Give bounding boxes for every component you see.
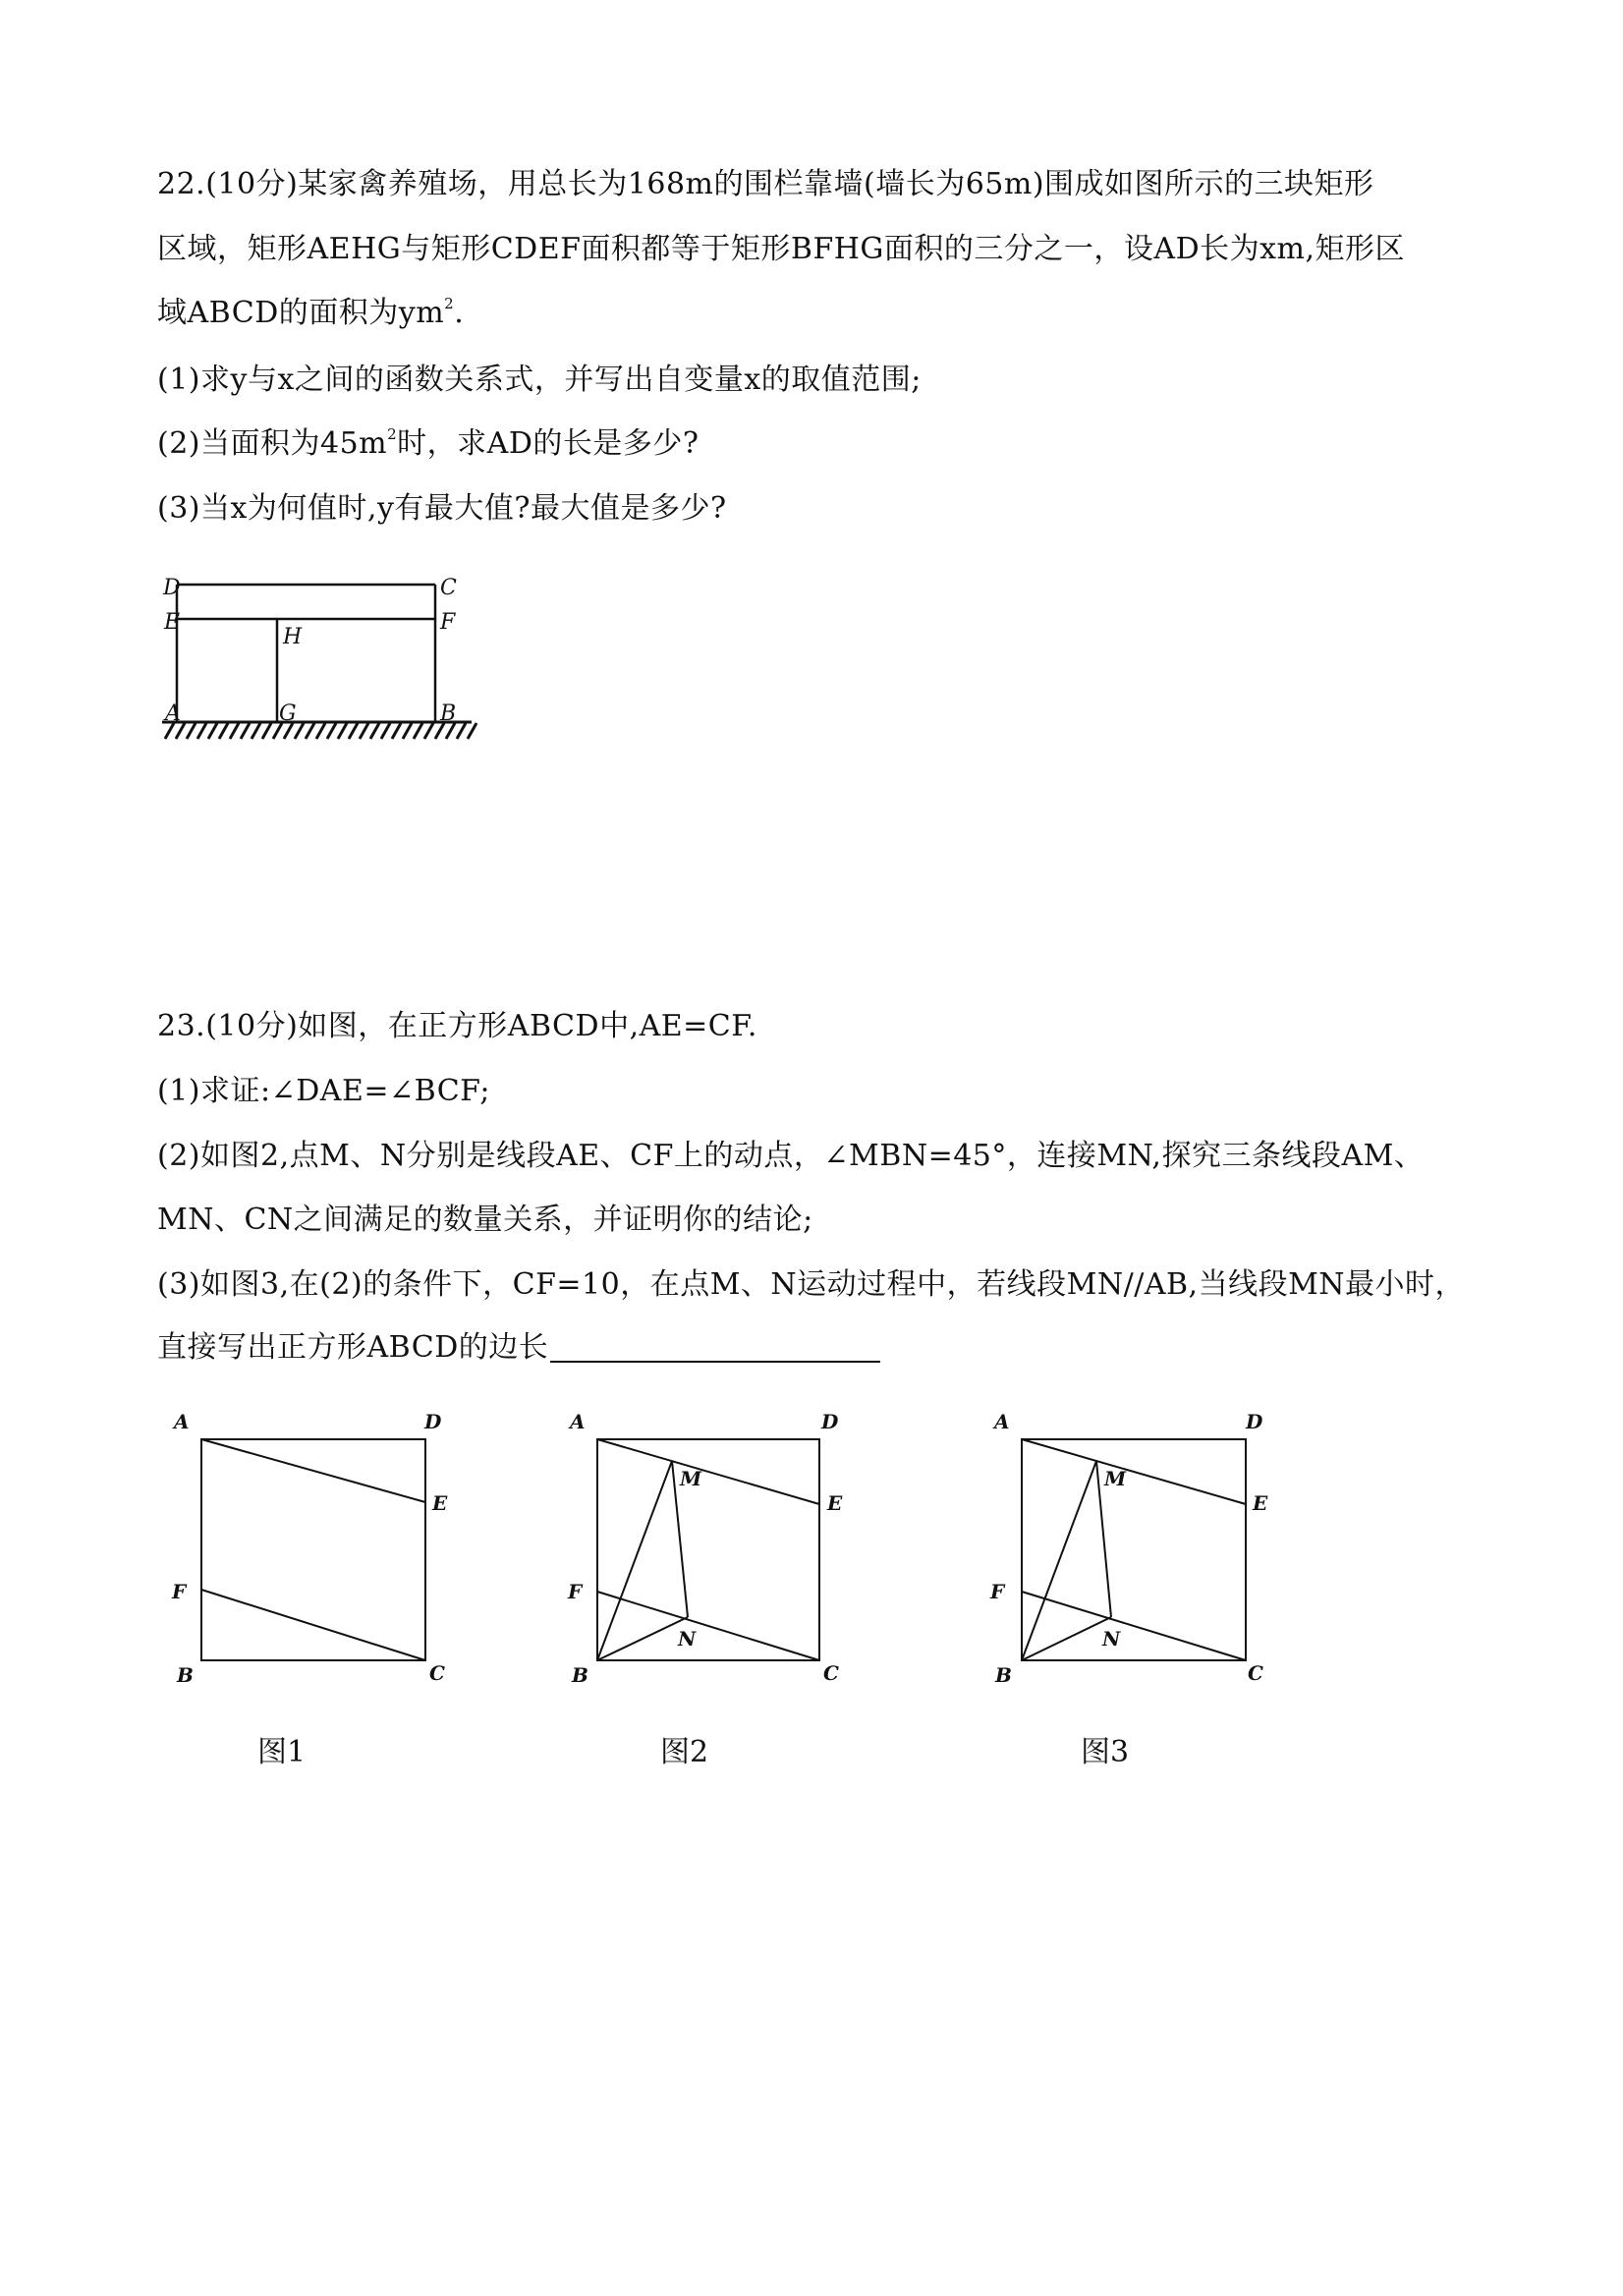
point-label-d: D xyxy=(163,576,181,600)
point-label-f: F xyxy=(440,610,456,635)
fig2-label-m: M xyxy=(680,1467,702,1490)
segment-ae-2 xyxy=(597,1439,819,1504)
fig2-label-b: B xyxy=(572,1663,588,1687)
q22-part-3: (3)当x为何值时,y有最大值?最大值是多少? xyxy=(157,491,727,526)
fig2-label-f: F xyxy=(568,1580,583,1603)
segment-fc-2 xyxy=(597,1592,819,1660)
q22-line-3-text: 域ABCD的面积为ym xyxy=(157,296,445,330)
fig1-label-d: D xyxy=(424,1410,442,1433)
fig1-label-e: E xyxy=(432,1491,448,1515)
q23-part-2-line-2: MN、CN之间满足的数量关系，并证明你的结论; xyxy=(157,1203,813,1237)
fig1-label-b: B xyxy=(177,1663,194,1687)
fig3-label-c: C xyxy=(1248,1661,1263,1685)
fig3-label-f: F xyxy=(990,1580,1005,1603)
square-abcd-1 xyxy=(201,1439,425,1660)
q23-part-3-text: 直接写出正方形ABCD的边长 xyxy=(157,1330,549,1365)
fig3-label-n: N xyxy=(1102,1627,1121,1651)
fig2-label-d: D xyxy=(821,1410,839,1433)
fig2-label-e: E xyxy=(827,1491,843,1515)
segment-ae-1 xyxy=(201,1439,425,1502)
q22-part-2-text: (2)当面积为45m xyxy=(157,426,388,461)
figure-1 xyxy=(171,1410,448,1687)
q22-line-3-sup: 2 xyxy=(444,295,455,312)
point-label-b: B xyxy=(440,701,457,726)
fig3-label-e: E xyxy=(1253,1491,1268,1515)
point-label-c: C xyxy=(440,576,457,600)
q22-line-2: 区域，矩形AEHG与矩形CDEF面积都等于矩形BFHG面积的三分之一，设AD长为xm,矩形区 xyxy=(157,232,1406,266)
fig2-label-n: N xyxy=(678,1627,697,1651)
figure-3 xyxy=(989,1410,1268,1687)
figure-2-caption: 图2 xyxy=(660,1735,709,1769)
q22-line-3-end: . xyxy=(454,296,465,330)
point-label-h: H xyxy=(283,625,303,649)
q23-part-3-line-1: (3)如图3,在(2)的条件下，CF=10，在点M、N运动过程中，若线段MN//AB,当线段MN最小时， xyxy=(157,1267,1466,1302)
segment-fc-1 xyxy=(201,1590,425,1660)
point-label-g: G xyxy=(279,701,297,726)
segment-ae-3 xyxy=(1022,1439,1246,1504)
q23-part-2-line-1: (2)如图2,点M、N分别是线段AE、CF上的动点，∠MBN=45°，连接MN,探究三条线段AM、 xyxy=(157,1139,1425,1173)
fig3-label-a: A xyxy=(994,1410,1010,1433)
fig2-label-a: A xyxy=(570,1410,586,1433)
figure-2 xyxy=(567,1410,843,1687)
q22-part-1: (1)求y与x之间的函数关系式，并写出自变量x的取值范围; xyxy=(157,363,922,397)
q23-part-1: (1)求证:∠DAE=∠BCF; xyxy=(157,1074,491,1108)
fig1-label-c: C xyxy=(429,1661,445,1685)
fig3-label-b: B xyxy=(995,1663,1012,1687)
fig3-label-m: M xyxy=(1104,1467,1127,1490)
point-label-e: E xyxy=(164,610,181,635)
fig1-label-f: F xyxy=(172,1580,187,1603)
q22-line-1: 22.(10分)某家禽养殖场，用总长为168m的围栏靠墙(墙长为65m)围成如图所示的三块矩形 xyxy=(157,167,1374,201)
fig1-label-a: A xyxy=(174,1410,190,1433)
segment-fc-3 xyxy=(1022,1592,1246,1660)
fig2-label-c: C xyxy=(823,1661,839,1685)
figure-1-caption: 图1 xyxy=(257,1735,307,1769)
fig3-label-d: D xyxy=(1246,1410,1263,1433)
q22-part-2-end: 时，求AD的长是多少? xyxy=(397,426,700,461)
q22-part-2-sup: 2 xyxy=(387,425,398,443)
q23-line-1: 23.(10分)如图，在正方形ABCD中,AE=CF. xyxy=(157,1009,757,1043)
figure-3-caption: 图3 xyxy=(1081,1735,1130,1769)
point-label-a: A xyxy=(165,701,181,726)
